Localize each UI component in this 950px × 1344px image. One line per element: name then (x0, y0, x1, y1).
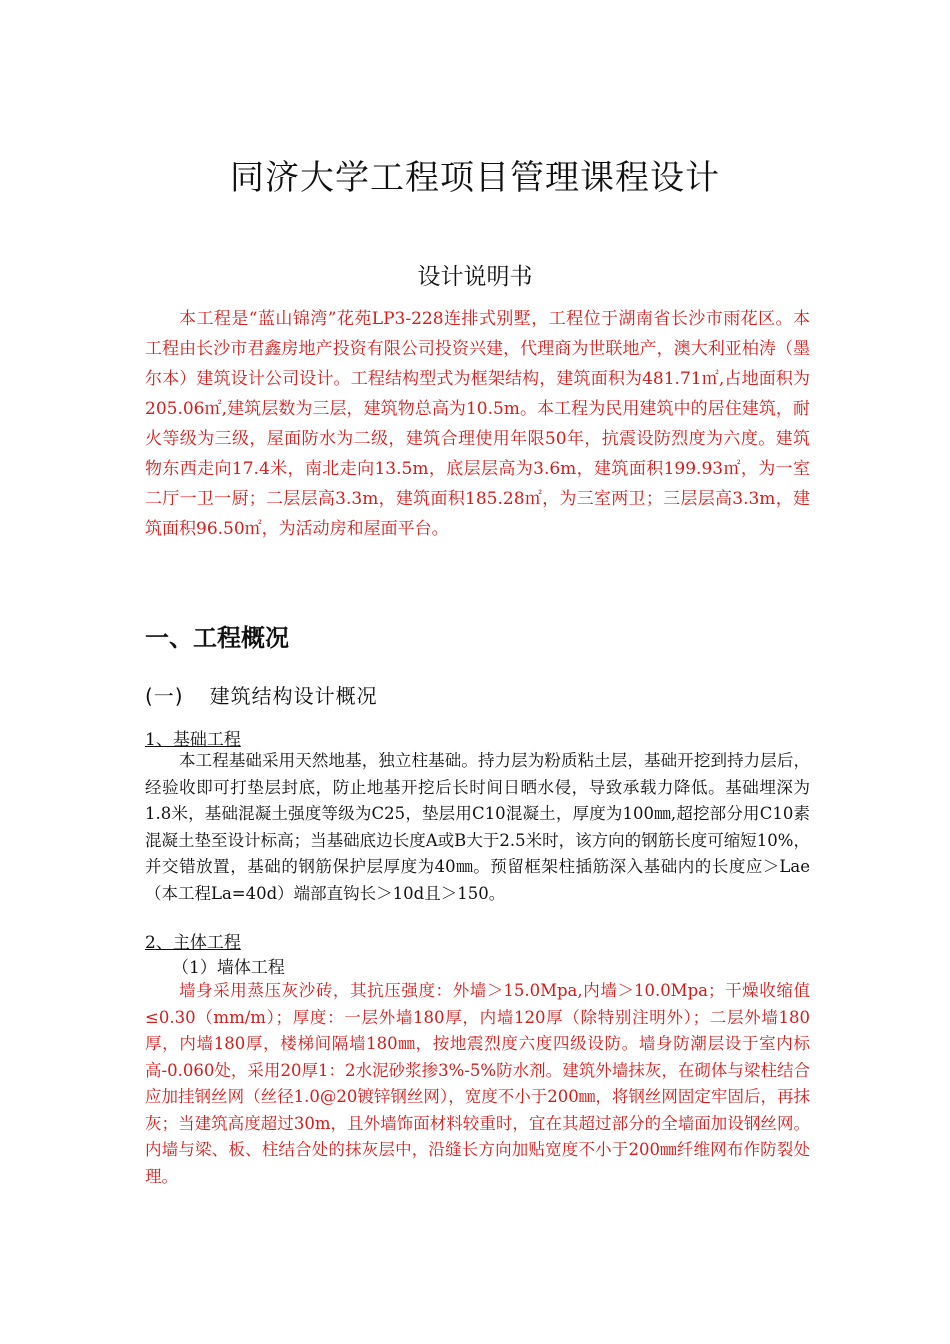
foundation-paragraph: 本工程基础采用天然地基，独立柱基础。持力层为粉质粘土层，基础开挖到持力层后，经验收即可打垫层封底，防止地基开挖后长时间日晒水侵，导致承载力降低。基础埋深为1.8米，基础混凝土强度等级为C25，垫层用C10混凝土，厚度为100㎜,超挖部分用C10素混凝土垫至设计标高；当基础底边长度A或B大于2.5米时，该方向的钢筋长度可缩短10%，并交错放置，基础的钢筋保护层厚度为40㎜。预留框架柱插筋深入基础内的长度应＞Lae（本工程La=40d）端部直钩长＞10d且＞150。 (145, 751, 810, 903)
wall-paragraph: 墙身采用蒸压灰沙砖，其抗压强度：外墙＞15.0Mpa,内墙＞10.0Mpa；干燥收缩值≤0.30（mm/m）；厚度：一层外墙180厚，内墙120厚（除特别注明外）；二层外墙180厚，内墙180厚，楼梯间隔墙180㎜，按地震烈度六度四级设防。墙身防潮层设于室内标高-0.060处，采用20厚1：2水泥砂浆掺3%-5%防水剂。建筑外墙抹灰，在砌体与梁柱结合应加挂钢丝网（丝径1.0@20镀锌钢丝网），宽度不小于200㎜，将钢丝网固定牢固后，再抹灰；当建筑高度超过30m，且外墙饰面材料较重时，宜在其超过部分的全墙面加设钢丝网。内墙与梁、板、柱结合处的抹灰层中，沿缝长方向加贴宽度不小于200㎜纤维网布作防裂处理。 (145, 981, 810, 1186)
intro-paragraph: 本工程是“蓝山锦湾”花苑LP3-228连排式别墅，工程位于湖南省长沙市雨花区。本工程由长沙市君鑫房地产投资有限公司投资兴建，代理商为世联地产，澳大利亚柏涛（墨尔本）建筑设计公司设计。工程结构型式为框架结构，建筑面积为481.71㎡,占地面积为205.06㎡,建筑层数为三层，建筑物总高为10.5m。本工程为民用建筑中的居住建筑，耐火等级为三级，屋面防水为二级，建筑合理使用年限50年，抗震设防烈度为六度。建筑物东西走向17.4米，南北走向13.5m，底层层高为3.6m，建筑面积199.93㎡，为一室二厅一卫一厨；二层层高3.3m，建筑面积185.28㎡，为三室两卫；三层层高3.3m，建筑面积96.50㎡，为活动房和屋面平台。 (145, 309, 810, 539)
wall-heading: （1）墙体工程 (172, 958, 285, 978)
section-heading-overview: 一、工程概况 (145, 624, 289, 652)
subsection-title: 建筑结构设计概况 (209, 684, 378, 708)
subsection-heading (145, 680, 378, 709)
document-title: 同济大学工程项目管理课程设计 (230, 158, 720, 198)
document-subtitle: 设计说明书 (417, 264, 533, 290)
subsection-number: (一) (145, 684, 184, 708)
main-structure-heading: 2、主体工程 (145, 933, 241, 953)
foundation-heading: 1、基础工程 (145, 730, 241, 750)
